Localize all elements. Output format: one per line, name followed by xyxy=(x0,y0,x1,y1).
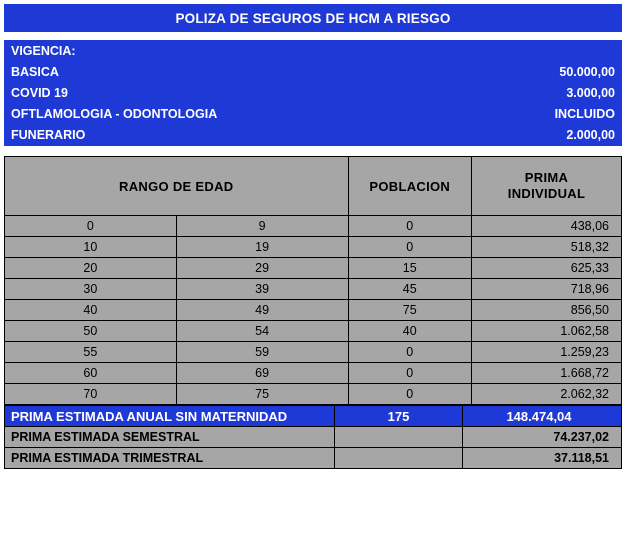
population-value: 0 xyxy=(348,342,471,363)
coverage-label-oftalmologia: OFTLAMOLOGIA - ODONTOLOGIA xyxy=(5,104,439,125)
coverage-row xyxy=(5,83,622,104)
population-value: 45 xyxy=(348,279,471,300)
age-to: 19 xyxy=(176,237,348,258)
age-from: 55 xyxy=(5,342,177,363)
table-row xyxy=(5,342,622,363)
premium-value: 518,32 xyxy=(471,237,621,258)
page-title: POLIZA DE SEGUROS DE HCM A RIESGO xyxy=(4,4,622,32)
coverage-row xyxy=(5,104,622,125)
total-quarterly-row xyxy=(5,448,622,469)
table-row xyxy=(5,300,622,321)
coverage-value-basica: 50.000,00 xyxy=(439,62,622,83)
total-semiannual-label: PRIMA ESTIMADA SEMESTRAL xyxy=(5,427,335,448)
table-row xyxy=(5,237,622,258)
age-to: 29 xyxy=(176,258,348,279)
age-from: 0 xyxy=(5,216,177,237)
population-value: 40 xyxy=(348,321,471,342)
total-semiannual-row xyxy=(5,427,622,448)
header-prima-line2: INDIVIDUAL xyxy=(507,186,586,201)
age-to: 9 xyxy=(176,216,348,237)
header-prima-individual xyxy=(471,157,621,216)
age-from: 60 xyxy=(5,363,177,384)
premium-value: 718,96 xyxy=(471,279,621,300)
population-value: 75 xyxy=(348,300,471,321)
header-rango-de-edad: RANGO DE EDAD xyxy=(5,157,349,216)
age-from: 20 xyxy=(5,258,177,279)
total-annual-amount: 148.474,04 xyxy=(463,406,622,427)
population-value: 0 xyxy=(348,216,471,237)
coverage-block xyxy=(4,40,622,146)
header-poblacion: POBLACION xyxy=(348,157,471,216)
header-prima-line1: PRIMA xyxy=(524,169,569,185)
coverage-section-label: VIGENCIA: xyxy=(5,41,439,62)
age-to: 69 xyxy=(176,363,348,384)
age-to: 39 xyxy=(176,279,348,300)
coverage-value-oftalmologia: INCLUIDO xyxy=(439,104,622,125)
population-value: 0 xyxy=(348,237,471,258)
age-to: 54 xyxy=(176,321,348,342)
totals-table xyxy=(4,405,622,469)
coverage-row xyxy=(5,125,622,146)
age-premium-table xyxy=(4,156,622,405)
age-from: 10 xyxy=(5,237,177,258)
total-annual-row xyxy=(5,406,622,427)
premium-value: 1.668,72 xyxy=(471,363,621,384)
coverage-row xyxy=(5,62,622,83)
age-from: 40 xyxy=(5,300,177,321)
coverage-section-row xyxy=(5,41,622,62)
table-header-row xyxy=(5,157,622,216)
age-from: 50 xyxy=(5,321,177,342)
total-quarterly-population xyxy=(335,448,463,469)
premium-value: 1.259,23 xyxy=(471,342,621,363)
coverage-label-basica: BASICA xyxy=(5,62,439,83)
total-annual-population: 175 xyxy=(335,406,463,427)
age-to: 49 xyxy=(176,300,348,321)
total-annual-label: PRIMA ESTIMADA ANUAL SIN MATERNIDAD xyxy=(5,406,335,427)
population-value: 0 xyxy=(348,363,471,384)
premium-value: 2.062,32 xyxy=(471,384,621,405)
premium-value: 438,06 xyxy=(471,216,621,237)
premium-value: 1.062,58 xyxy=(471,321,621,342)
population-value: 15 xyxy=(348,258,471,279)
table-row xyxy=(5,321,622,342)
total-semiannual-amount: 74.237,02 xyxy=(463,427,622,448)
table-row xyxy=(5,258,622,279)
population-value: 0 xyxy=(348,384,471,405)
table-row xyxy=(5,363,622,384)
age-from: 70 xyxy=(5,384,177,405)
coverage-section-value xyxy=(439,41,622,62)
coverage-value-covid: 3.000,00 xyxy=(439,83,622,104)
premium-value: 856,50 xyxy=(471,300,621,321)
table-row xyxy=(5,216,622,237)
age-from: 30 xyxy=(5,279,177,300)
age-to: 59 xyxy=(176,342,348,363)
policy-sheet xyxy=(0,4,626,551)
total-semiannual-population xyxy=(335,427,463,448)
total-quarterly-amount: 37.118,51 xyxy=(463,448,622,469)
table-row xyxy=(5,384,622,405)
coverage-value-funerario: 2.000,00 xyxy=(439,125,622,146)
age-to: 75 xyxy=(176,384,348,405)
total-quarterly-label: PRIMA ESTIMADA TRIMESTRAL xyxy=(5,448,335,469)
coverage-label-covid: COVID 19 xyxy=(5,83,439,104)
coverage-label-funerario: FUNERARIO xyxy=(5,125,439,146)
premium-value: 625,33 xyxy=(471,258,621,279)
table-row xyxy=(5,279,622,300)
